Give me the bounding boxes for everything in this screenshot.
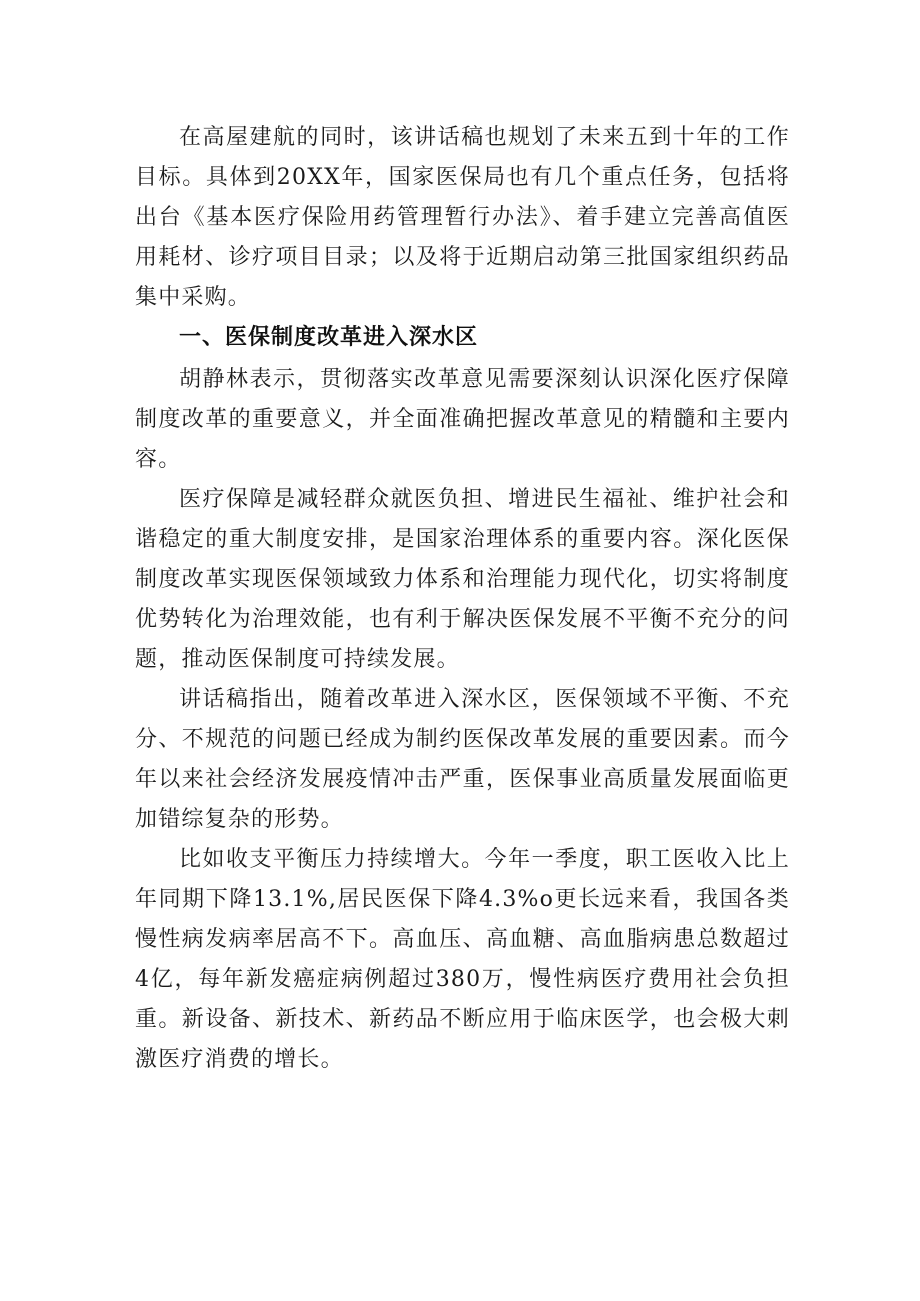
paragraph-intro: 在高屋建航的同时，该讲话稿也规划了未来五到十年的工作目标。具体到20XX年，国家医保局也有几个重点任务，包括将出台《基本医疗保险用药管理暂行办法》、着手建立完善高值医用耗材、诊疗项目目录；以及将于近期启动第三批国家组织药品集中采购。 <box>135 125 790 310</box>
section-heading: 一、医保制度改革进入深水区 <box>179 325 479 350</box>
paragraph-reform-significance: 胡静林表示，贯彻落实改革意见需要深刻认识深化医疗保障制度改革的重要意义，并全面准确把握改革意见的精髓和主要内容。 <box>135 367 790 472</box>
paragraph-medical-security: 医疗保障是减轻群众就医负担、增进民生福祉、维护社会和谐稳定的重大制度安排，是国家治理体系的重要内容。深化医保制度改革实现医保领域致力体系和治理能力现代化，切实将制度优势转化为治理效能，也有利于解决医保发展不平衡不充分的问题，推动医保制度可持续发展。 <box>135 487 790 672</box>
document-body <box>135 118 790 1080</box>
paragraph-balance-pressure: 比如收支平衡压力持续增大。今年一季度，职工医收入比上年同期下降13.1%,居民医保下降4.3%o更长远来看，我国各类慢性病发病率居高不下。高血压、高血糖、高血脂病患总数超过4亿，每年新发癌症病例超过380万，慢性病医疗费用社会负担重。新设备、新技术、新药品不断应用于临床医学，也会极大刺激医疗消费的增长。 <box>135 847 790 1072</box>
paragraph-deep-water: 讲话稿指出，随着改革进入深水区，医保领域不平衡、不充分、不规范的问题已经成为制约医保改革发展的重要因素。而今年以来社会经济发展疫情冲击严重，医保事业高质量发展面临更加错综复杂的形势。 <box>135 687 790 832</box>
